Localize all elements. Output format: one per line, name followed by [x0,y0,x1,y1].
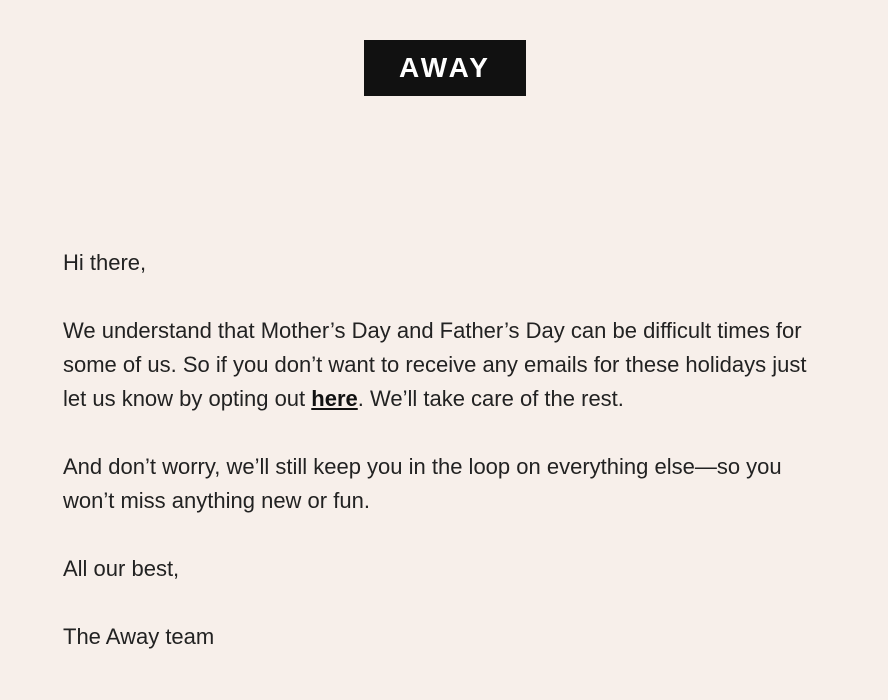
opt-out-link[interactable]: here [311,386,358,411]
reassurance-paragraph: And don’t worry, we’ll still keep you in the loop on everything else—so you won’t miss anything new or fun. [63,454,782,513]
opt-out-text-after-link: . We’ll take care of the rest. [357,386,624,411]
signoff: All our best, [63,556,180,581]
opt-out-paragraph [63,314,823,416]
greeting: Hi there, [63,250,147,275]
signature: The Away team [63,624,215,649]
email-body [63,246,823,654]
logo-text: AWAY [399,52,491,83]
opt-out-text-before-link: We understand that Mother’s Day and Father’s Day can be difficult times for some of us. So if you don’t want to receive any emails for these holidays just let us know by opting out [63,318,807,411]
away-logo [364,40,526,96]
